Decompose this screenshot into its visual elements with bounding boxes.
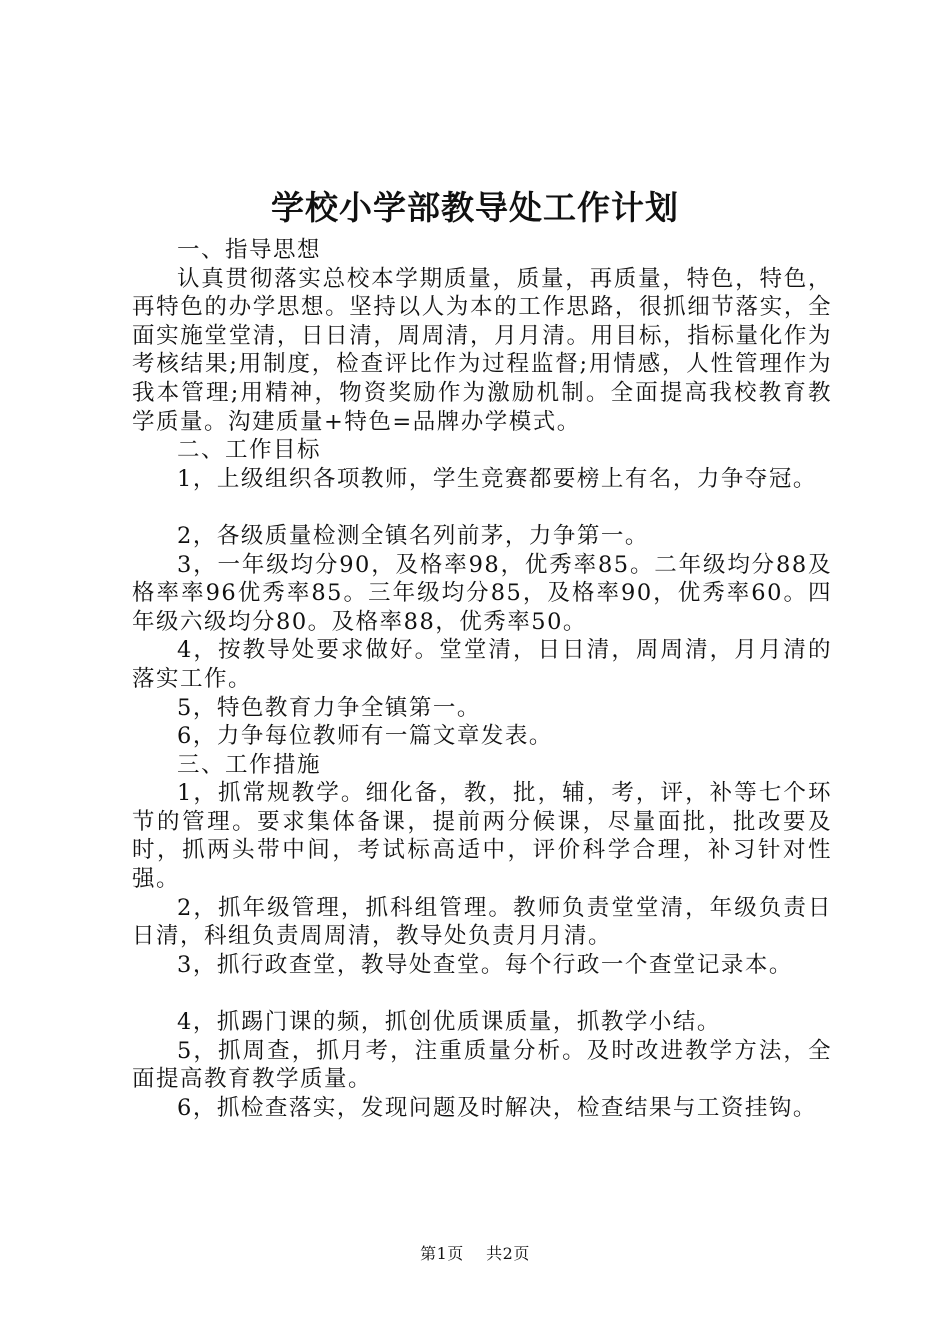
- goal-item-4: 4，按教导处要求做好。堂堂清，日日清，周周清，月月清的落实工作。: [132, 637, 832, 692]
- paragraph-guiding-ideology: 认真贯彻落实总校本学期质量，质量，再质量，特色，特色，再特色的办学思想。坚持以人为本的工作思路，很抓细节落实，全面实施堂堂清，日日清，周周清，月月清。用目标，指标量化作为考核结果;用制度，检查评比作为过程监督;用情感，人性管理作为我本管理;用精神，物资奖励作为激励机制。全面提高我校教育教学质量。沟建质量+特色=品牌办学模式。: [132, 265, 832, 435]
- measure-item-2: 2，抓年级管理，抓科组管理。教师负责堂堂清，年级负责日日清，科组负责周周清，教导处负责月月清。: [132, 894, 832, 950]
- goal-item-1: 1，上级组织各项教师，学生竞赛都要榜上有名，力争夺冠。: [177, 465, 817, 492]
- goal-item-5: 5，特色教育力争全镇第一。: [177, 694, 481, 721]
- measure-item-5: 5，抓周查，抓月考，注重质量分析。及时改进教学方法，全面提高教育教学质量。: [132, 1037, 832, 1093]
- goal-item-6: 6，力争每位教师有一篇文章发表。: [177, 723, 553, 750]
- document-body: [132, 236, 832, 1122]
- measure-item-1: 1，抓常规教学。细化备，教，批，辅，考，评，补等七个环节的管理。要求集体备课，提前两分候课，尽量面批，批改要及时，抓两头带中间，考试标高适中，评价科学合理，补习针对性强。: [132, 780, 832, 893]
- section-heading-work-measures: 三、工作措施: [177, 751, 322, 778]
- page-number: 第1页: [420, 1244, 464, 1263]
- measure-item-3: 3，抓行政查堂，教导处查堂。每个行政一个查堂记录本。: [177, 951, 793, 978]
- goal-item-3: 3，一年级均分90，及格率98，优秀率85。二年级均分88及格率率96优秀率85。三年级均分85，及格率90，优秀率60。四年级六级均分80。及格率88，优秀率50。: [132, 551, 832, 635]
- section-heading-guiding-ideology: 一、指导思想: [177, 237, 322, 263]
- section-heading-work-goals: 二、工作目标: [177, 437, 322, 464]
- document-title: 学校小学部教导处工作计划: [271, 188, 679, 227]
- footer-spacer: [469, 1244, 480, 1263]
- page-footer: [0, 1243, 950, 1265]
- page-total: 共2页: [486, 1244, 530, 1263]
- measure-item-4: 4，抓踢门课的频，抓创优质课质量，抓教学小结。: [177, 1009, 721, 1036]
- measure-item-6: 6，抓检查落实，发现问题及时解决，检查结果与工资挂钩。: [177, 1094, 817, 1121]
- goal-item-2: 2，各级质量检测全镇名列前茅，力争第一。: [177, 522, 649, 549]
